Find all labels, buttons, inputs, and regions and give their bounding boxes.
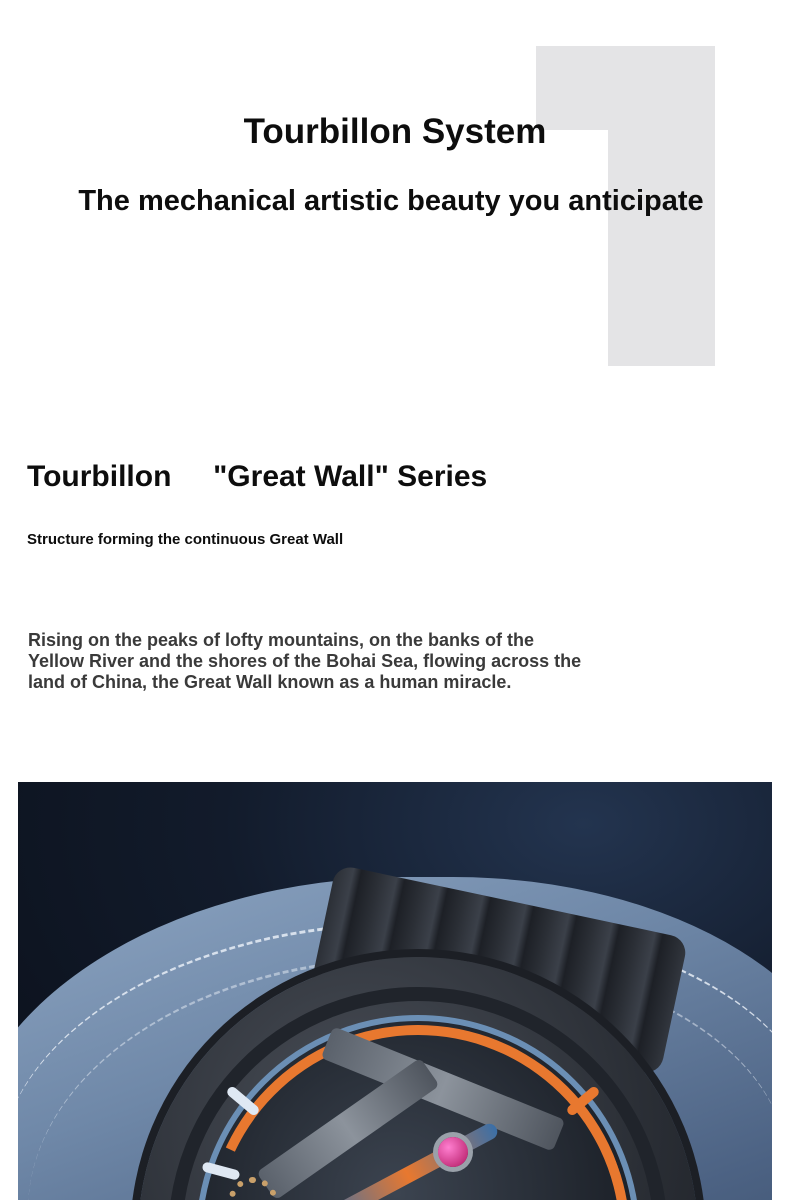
series-subtitle: Structure forming the continuous Great Wall [27, 531, 344, 548]
hero-subtitle: The mechanical artistic beauty you anticipate [78, 185, 704, 217]
watch-product-photo [18, 782, 772, 1200]
ruby-jewel [438, 1137, 468, 1167]
series-title: Tourbillon "Great Wall" Series [27, 460, 488, 493]
hero-title: Tourbillon System [243, 112, 547, 151]
series-description: Rising on the peaks of lofty mountains, on the banks of the Yellow River and the shores of the Bohai Sea, flowing across the land of China, the Great Wall known as a human miracle. [28, 630, 582, 692]
